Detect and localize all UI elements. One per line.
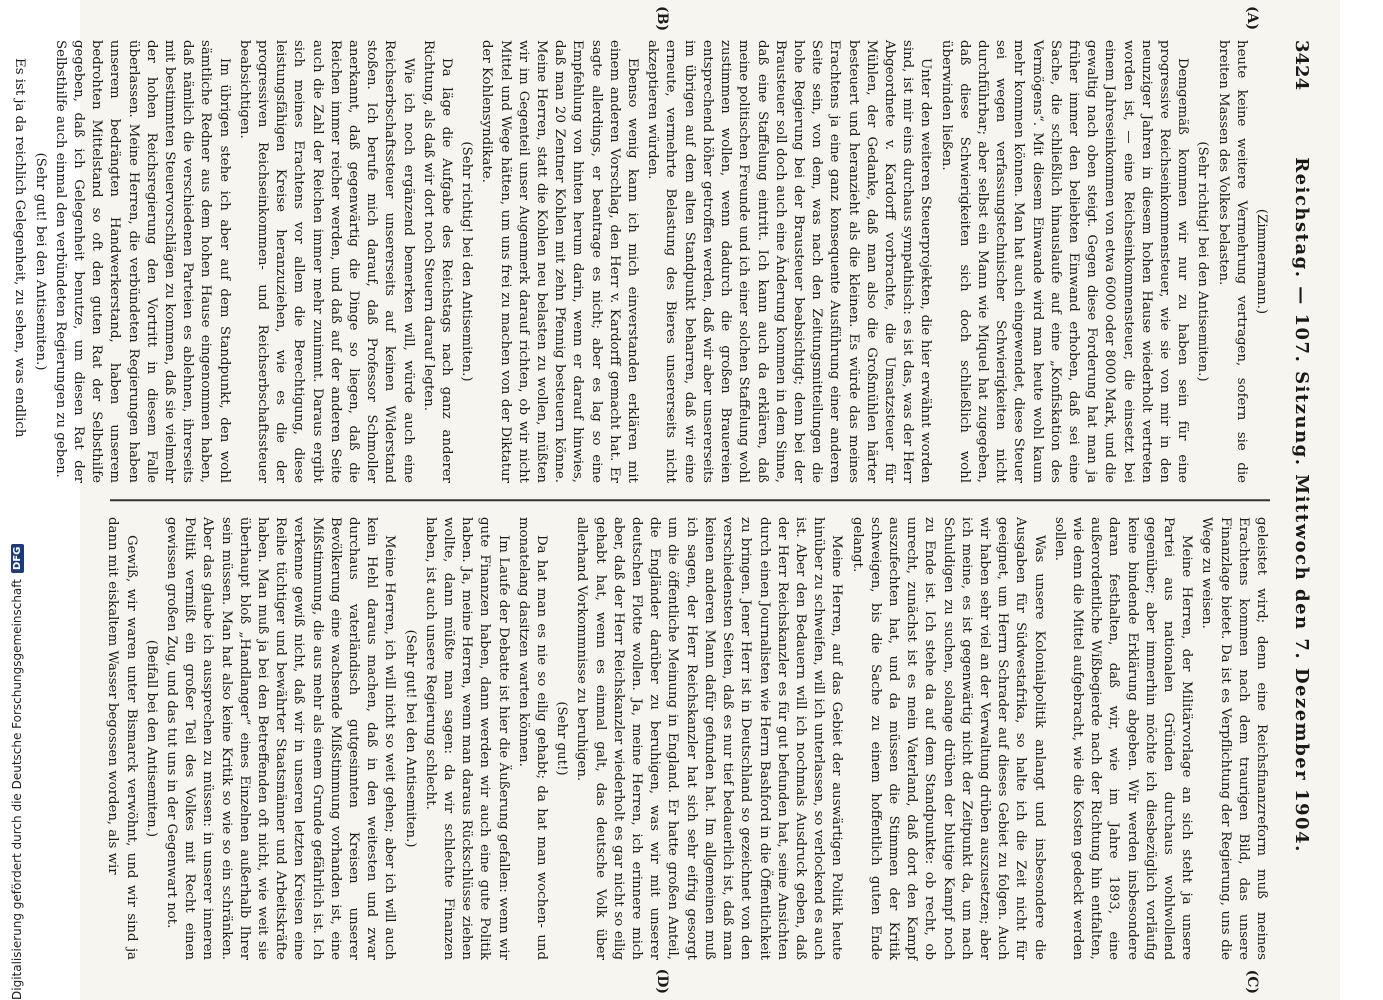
margin-mark-c: (C) (1244, 969, 1260, 994)
paragraph: heute keine weitere Vermehrung vertragen, sofern sie die breiten Massen des Volkes belasten. (1215, 40, 1249, 483)
margin-mark-a: (A) (1244, 6, 1260, 31)
paragraph: Meine Herren, auf das Gebiet der auswärtigen Politik heute hinüber zu schweifen, will ich unterlassen, so verlockend es auch ist. Aber den Bedauern will ich nochmals Ausdruck geben, daß der Herr Reichskanzler es für gut befunden hat, seine Ansichten durch einen Journalisten wie Herrn Bashford in die Öffentlichkeit zu bringen. Jener Herr ist in Deutschland so gezeichnet von den verschiedensten Seiten, daß es nur tief bedauerlich ist, daß man keinen anderen Mann dafür gefunden hat. Im allgemeinen muß ich sagen, der Herr Reichskanzler hat sich sehr eifrig gesorgt um die öffentliche Meinung in England. Er hatte großen Anteil, die Engländer darüber zu beruhigen, was wir mit unserer deutschen Flotte wollen. Ja, meine Herren, ich erinnere mich aber, daß der Herr Reichskanzler wiederholt es gar nicht so eilig gehabt hat, wenn es einmal galt, das deutsche Volk über allerhand Vorkommnisse zu beruhigen. (574, 517, 845, 960)
right-column (105, 517, 1270, 960)
column-divider (110, 499, 1270, 501)
paragraph: Gewiß, wir waren unter Bismarck verwöhnt, und wir sind ja dann mit eiskaltem Wasser begossen worden, als wir (105, 517, 139, 960)
interjection: (Beifall bei den Antisemiten.) (143, 639, 159, 838)
paragraph: Ebenso wenig kann ich mich einverstanden erklären mit einem anderen Vorschlag, den Herr v. Kardorff gemacht hat. Er sagte allerdings, er beantrage es nicht; aber es lag so eine Empfehlung von hinten herum darin, wenn er darauf hinwies, daß man 20 Zentner Kohlen mit zehn Pfennig besteuern könne. Meine Herren, statt die Kohlen neu belasten zu wollen, müßten wir im Gegenteil unser Augenmerk darauf richten, ob wir nicht Mittel und Wege hätten, um uns frei zu machen von der Diktatur der Kohlensyndikate. (479, 40, 641, 483)
margin-mark-b: (B) (654, 6, 670, 32)
left-column (12, 40, 1270, 483)
interjection: (Sehr richtig! bei den Antisemiten.) (459, 141, 475, 382)
interjection: (Sehr richtig! bei den Antisemiten.) (1195, 141, 1211, 382)
paragraph: Im übrigen stehe ich aber auf dem Standpunkt, den wohl sämtliche Redner aus dem hohen Hause eingenommen haben, daß nämlich die verschiedenen Parteien es ablehnen, ihrerseits mit bestimmten Steuervorschlägen zu kommen, daß sie vielmehr der hohen Reichsregierung den Vortritt in diesem Falle überlassen. Meine Herren, die verbündeten Regierungen haben unserem bedrängten Handwerkerstand, haben unserem bedrohten Mittelstand so oft den guten Rat der Selbsthilfe gegeben, daß ich Gelegenheit benutze, um diesen Rat der Selbsthilfe auch einmal den verbündeten Regierungen zu geben. (52, 40, 232, 483)
paragraph: Da läge die Aufgabe des Reichstags nach ganz anderer Richtung, als daß wir dort noch Steuern darauf legten. (420, 40, 455, 483)
paragraph: Unter den weiteren Steuerprojekten, die hier erwähnt worden sind, ist mir eins durchaus sympathisch: es ist das, was der Herr Abgeordnete v. Kardorff vorbrachte, die Umsatzsteuer für Mühlen, der Gedanke, daß man also die Großmühlen härter besteuert und heranzieht als die kleinen. Es würde das meines Erachtens ja eine ganz konsequente Ausführung einer anderen Seite sein, von dem, was nach den Zeitungsmitteilungen die hohe Regierung bei der Brausteuer beabsichtigt; denn bei der Brausteuer soll doch auch eine Änderung kommen in dem Sinne, daß eine Staffelung eintritt. Ich kann auch da erklären, daß meine politischen Freunde und ich einer solchen Staffelung wohl zustimmen wollen, wenn dadurch die großen Brauereien entsprechend höher getroffen werden, daß wir aber unsererseits im übrigen auf dem alten Standpunkt beharren, daß wir eine erneute, vermehrte Belastung des Bieres unsererseits nicht akzeptieren würden. (645, 40, 934, 483)
page-title: Reichstag. — 107. Sitzung. Mittwoch den 7. Dezember 1904. (1291, 157, 1312, 853)
paragraph: Da hat man es nie so eilig gehabt; da hat man wochen- und monatelang dasitzen warten können. (515, 517, 550, 960)
digitization-footer (8, 0, 26, 1000)
paragraph: Demgemäß kommen wir nur zu haben sein für eine progressive Reichseinkommensteuer, wie sie von mir in den neunziger Jahren in diesem hohen Hause wiederholt vertreten worden ist, — eine Reichseinkommensteuer, die einsetzt bei einem Jahreseinkommen von etwa 6000 oder 8000 Mark, und die gewaltig nach oben steigt. Gegen diese Forderung hat man ja früher immer den beliebten Einwand erhoben, daß sei eine Sache, die schließlich hinauslaufe auf eine „Konfiskation des Vermögens“. Mit diesem Einwande wird man heute wohl kaum mehr kommen können. Man hat auch eingewendet, diese Steuer sei wegen verfassungstechnischer Schwierigkeiten nicht durchführbar; aber selbst ein Mann wie Miquel hat zugegeben, daß diese Schwierigkeiten sich doch schließlich wohl überwinden ließen. (938, 40, 1191, 483)
interjection: (Sehr gut!) (554, 701, 570, 776)
interjection: (Zimmermann.) (1254, 208, 1269, 315)
paragraph: Meine Herren, ich will nicht so weit gehen; aber ich will auch kein Hehl daraus machen, daß in den weitesten und zwar durchaus vaterländisch gutgesinnten Kreisen unserer Bevölkerung eine wachsende Mißstimmung vorhanden ist, eine Mißstimmung, die aus mehr als einem Grunde gefährlich ist. Ich verkenne gewiß nicht, daß wir in unseren letzten Kreisen eine Reihe tüchtiger und bewährter Staatsmänner und Arbeitskräfte haben. Man muß ja bei den Betreffenden oft nicht, wie weit sie überhaupt bloß „Handlanger“ eines Einzelnen außerhalb Ihrer sein müssen. Man hat also keine Kritik so wie so ein schränken. Aber das glaube ich aussprechen zu müssen: in unserer inneren Politik vermißt ein großer Teil des Volkes mit Recht einen gewissen großen Zug, und das tut uns in der Gegenwart not. (164, 517, 398, 960)
page-number: 3424 (1291, 40, 1312, 91)
dfg-logo: DFG (11, 544, 24, 573)
paragraph: Was unsere Kolonialpolitik anlangt und insbesondere die Ausgaben für Südwestafrika, so halte ich die Zeit nicht für geeignet, um Herrn Schrader auf dieses Gebiet zu folgen. Auch wir haben sehr viel an der Verwaltung drüben auszusetzen; aber ich meine, es ist gegenwärtig nicht der Zeitpunkt da, um nach Schuldigen zu suchen, solange drüben der blutige Kampf noch zu Ende ist. Ich stehe da auf dem Standpunkte: ob recht, ob unrecht, zunächst ist es mein Vaterland, daß dort den Kampf auszufechten hat, und da müssen die Stimmen der Kritik schweigen, bis die Sache zu einem hoffentlich guten Ende gelangt. (849, 517, 1047, 960)
paragraph: Meine Herren, der Militärvorlage an sich steht ja unsere Partei aus nationalen Gründen durchaus wohlwollend gegenüber; aber immerhin möchte ich diesbezüglich vorläufig keine bindende Erklärung abgeben. Wir werden insbesondere daran festhalten, daß wir, wie im Jahre 1893, eine außerordentliche Wißbegierde nach der Richtung hin entfalten, wie denn die Mittel aufgebracht, wie die Kosten gedeckt werden sollen. (1051, 517, 1195, 960)
interjection: (Sehr gut! bei den Antisemiten.) (402, 629, 418, 848)
interjection: (Sehr gut! bei den Antisemiten.) (32, 152, 48, 371)
paragraph: Es ist ja da reichlich Gelegenheit, zu sehen, was endlich (12, 58, 28, 438)
paragraph: geleistet wird; denn eine Reichsfinanzreform muß meines Erachtens kommen nach dem traurigen Bild, das unsere Finanzlage bietet. Da ist es Verpflichtung der Regierung, uns die Wege zu weisen. (1199, 517, 1269, 960)
margin-mark-d: (D) (654, 968, 670, 994)
paragraph: Wie ich noch ergänzend bemerken will, würde auch eine Reichserbschaftssteuer unsererseits auf keinen Widerstand stoßen. Ich berufe mich darauf, daß Professor Schmoller anerkannt, daß gegenwärtig die Dinge so liegen, daß die Reichen immer reicher werden, und daß auf der anderen Seite auch die Zahl der Reichen immer mehr zunimmt. Daraus ergibt sich meines Erachtens vor allem die Berechtigung, diese leistungsfähigen Kreise heranzuziehen, wie es die der progressiven Reichseinkommen- und Reichserbschaftssteuer beabsichtigen. (236, 40, 416, 483)
footer-text: Digitalisierung gefördert durch die Deutsche Forschungsgemeinschaft (10, 578, 24, 1000)
running-head (1282, 40, 1312, 960)
paragraph: Im Laufe der Debatte ist hier die Äußerung gefallen: wenn wir gute Finanzen haben, dann werden wir auch eine gute Politik haben. Ja, meine Herren, wenn man daraus Rückschlüsse ziehen wollte, dann müßte man sagen: da wir schlechte Finanzen haben, ist auch unsere Regierung schlecht. (422, 517, 511, 960)
